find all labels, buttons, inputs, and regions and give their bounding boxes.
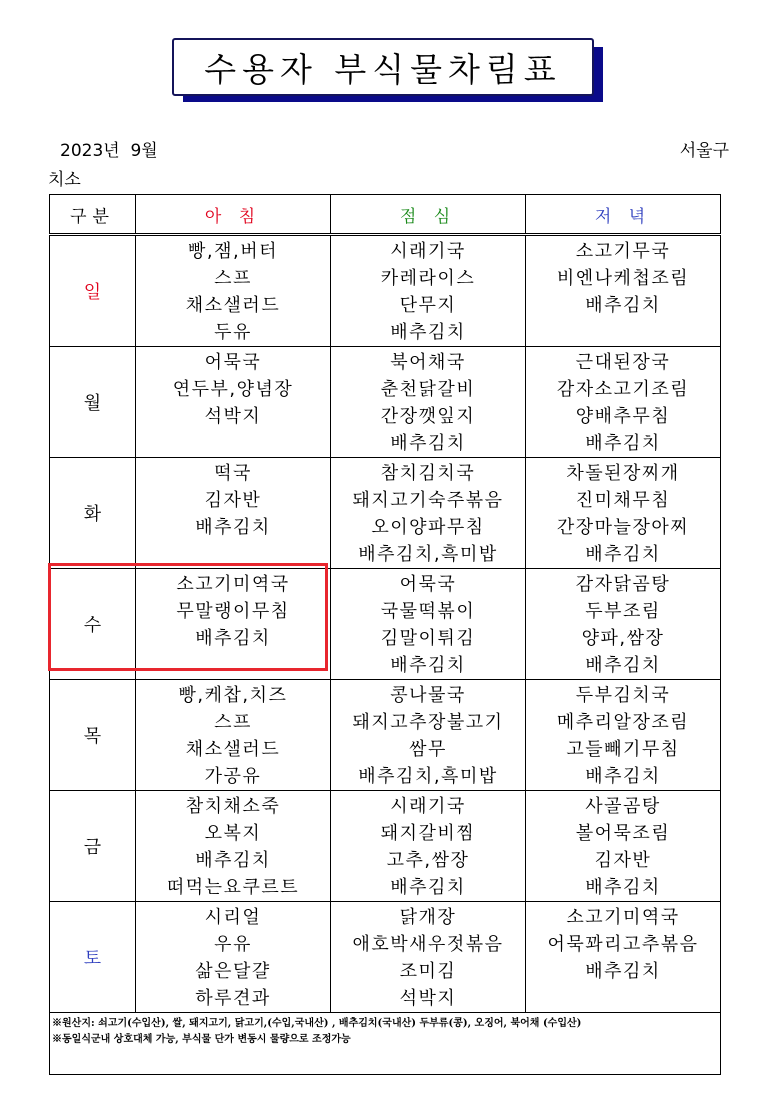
menu-item: 배추김치 xyxy=(195,628,271,649)
menu-item: 카레라이스 xyxy=(380,268,476,289)
menu-item: 차돌된장찌개 xyxy=(566,463,680,484)
notes-row xyxy=(50,1013,721,1075)
menu-item: 석박지 xyxy=(204,406,262,427)
menu-item: 스프 xyxy=(214,712,252,733)
menu-item: 연두부,양념장 xyxy=(172,379,294,400)
menu-item: 참치김치국 xyxy=(380,463,476,484)
menu-item: 배추김치 xyxy=(585,877,661,898)
menu-item: 볼어묵조림 xyxy=(575,823,671,844)
table-row xyxy=(50,680,721,791)
menu-item: 북어채국 xyxy=(390,352,466,373)
menu-item: 쌈무 xyxy=(409,739,447,760)
menu-item: 비엔나케첩조림 xyxy=(556,268,690,289)
menu-item: 닭개장 xyxy=(399,907,457,928)
menu-item: 고추,쌈장 xyxy=(386,850,470,871)
menu-item: 어묵꽈리고추볶음 xyxy=(547,934,699,955)
menu-item: 배추김치 xyxy=(585,766,661,787)
breakfast-cell xyxy=(136,680,331,791)
region-label: 서울구 xyxy=(679,141,729,161)
menu-item: 배추김치 xyxy=(390,433,466,454)
lunch-cell xyxy=(331,902,526,1013)
table-row xyxy=(50,791,721,902)
menu-item: 배추김치 xyxy=(585,961,661,982)
menu-item: 배추김치 xyxy=(390,655,466,676)
menu-item: 진미채무침 xyxy=(575,490,671,511)
menu-item: 두부조림 xyxy=(585,601,661,622)
menu-item: 양파,쌈장 xyxy=(581,628,665,649)
menu-item: 채소샐러드 xyxy=(185,739,281,760)
menu-item: 애호박새우젓볶음 xyxy=(352,934,504,955)
lunch-cell xyxy=(331,347,526,458)
lunch-cell xyxy=(331,458,526,569)
origin-note: ※원산지: 쇠고기(수입산), 쌀, 돼지고기, 닭고기,(수입,국내산) , 배추김치(국내산) 두부류(콩), 오징어, 북어채 (수입산) xyxy=(52,1018,582,1029)
menu-item: 돼지고기숙주볶음 xyxy=(352,490,504,511)
table-header-row xyxy=(50,195,721,235)
menu-item: 석박지 xyxy=(399,988,457,1009)
menu-item: 빵,잼,버터 xyxy=(188,241,278,262)
table-row xyxy=(50,458,721,569)
menu-item: 떡국 xyxy=(214,463,252,484)
menu-item: 오복지 xyxy=(204,823,262,844)
dinner-cell xyxy=(526,680,721,791)
menu-item: 돼지고추장불고기 xyxy=(352,712,504,733)
menu-item: 감자소고기조림 xyxy=(556,379,690,400)
menu-item: 춘천닭갈비 xyxy=(380,379,476,400)
header-lunch: 점 심 xyxy=(331,195,526,235)
menu-item: 채소샐러드 xyxy=(185,295,281,316)
menu-item: 떠먹는요쿠르트 xyxy=(166,877,300,898)
dinner-cell xyxy=(526,347,721,458)
menu-item: 시리얼 xyxy=(204,907,262,928)
lunch-cell xyxy=(331,680,526,791)
breakfast-cell xyxy=(136,458,331,569)
header-breakfast: 아 침 xyxy=(136,195,331,235)
notes-cell xyxy=(50,1013,721,1075)
dinner-cell xyxy=(526,902,721,1013)
menu-item: 배추김치 xyxy=(585,295,661,316)
menu-item: 우유 xyxy=(214,934,252,955)
dinner-cell xyxy=(526,235,721,347)
dinner-cell xyxy=(526,569,721,680)
menu-item: 김자반 xyxy=(204,490,262,511)
page-title: 수용자 부식물차림표 xyxy=(172,38,594,96)
wednesday-breakfast-highlight xyxy=(48,563,328,671)
day-label: 금 xyxy=(50,791,136,902)
menu-item: 소고기무국 xyxy=(575,241,671,262)
menu-item: 근대된장국 xyxy=(575,352,671,373)
day-label: 일 xyxy=(50,235,136,347)
menu-item: 참치채소죽 xyxy=(185,796,281,817)
menu-item: 무말랭이무침 xyxy=(176,601,290,622)
menu-item: 배추김치 xyxy=(390,322,466,343)
dinner-cell xyxy=(526,791,721,902)
lunch-cell xyxy=(331,569,526,680)
menu-item: 배추김치 xyxy=(195,517,271,538)
menu-item: 가공유 xyxy=(204,766,262,787)
facility-label: 치소 xyxy=(48,170,81,190)
table-row xyxy=(50,347,721,458)
menu-item: 배추김치 xyxy=(195,850,271,871)
menu-item: 국물떡볶이 xyxy=(380,601,476,622)
dinner-cell xyxy=(526,458,721,569)
breakfast-cell xyxy=(136,902,331,1013)
menu-item: 돼지갈비찜 xyxy=(380,823,476,844)
menu-item: 배추김치,흑미밥 xyxy=(358,544,498,565)
lunch-cell xyxy=(331,235,526,347)
menu-item: 간장마늘장아찌 xyxy=(556,517,690,538)
menu-item: 스프 xyxy=(214,268,252,289)
menu-item: 배추김치,흑미밥 xyxy=(358,766,498,787)
lunch-cell xyxy=(331,791,526,902)
menu-item: 하루견과 xyxy=(195,988,271,1009)
menu-date: 2023년 9월 xyxy=(60,141,158,161)
menu-item: 조미김 xyxy=(399,961,457,982)
menu-item: 두부김치국 xyxy=(575,685,671,706)
menu-item: 감자닭곰탕 xyxy=(575,574,671,595)
table-row xyxy=(50,235,721,347)
menu-item: 두유 xyxy=(214,322,252,343)
menu-item: 단무지 xyxy=(399,295,457,316)
menu-item: 시래기국 xyxy=(390,241,466,262)
day-label: 목 xyxy=(50,680,136,791)
day-label: 토 xyxy=(50,902,136,1013)
menu-item: 삶은달걀 xyxy=(195,961,271,982)
menu-item: 시래기국 xyxy=(390,796,466,817)
menu-item: 고들빼기무침 xyxy=(566,739,680,760)
breakfast-cell xyxy=(136,235,331,347)
menu-item: 김말이튀김 xyxy=(380,628,476,649)
menu-item: 빵,케찹,치즈 xyxy=(178,685,288,706)
menu-item: 김자반 xyxy=(594,850,652,871)
menu-item: 오이양파무침 xyxy=(371,517,485,538)
substitution-note: ※동일식군내 상호대체 가능, 부식물 단가 변동시 물량으로 조정가능 xyxy=(52,1034,351,1045)
menu-item: 사골곰탕 xyxy=(585,796,661,817)
menu-item: 메추리알장조림 xyxy=(556,712,690,733)
menu-item: 배추김치 xyxy=(585,544,661,565)
menu-item: 어묵국 xyxy=(399,574,457,595)
menu-item: 간장깻잎지 xyxy=(380,406,476,427)
day-label: 월 xyxy=(50,347,136,458)
breakfast-cell xyxy=(136,791,331,902)
day-label: 화 xyxy=(50,458,136,569)
menu-item: 배추김치 xyxy=(585,655,661,676)
menu-item: 배추김치 xyxy=(585,433,661,454)
day-label: 수 xyxy=(50,569,136,680)
menu-item: 양배추무침 xyxy=(575,406,671,427)
header-dinner: 저 녁 xyxy=(526,195,721,235)
table-row xyxy=(50,902,721,1013)
menu-item: 소고기미역국 xyxy=(566,907,680,928)
menu-item: 콩나물국 xyxy=(390,685,466,706)
menu-item: 어묵국 xyxy=(204,352,262,373)
breakfast-cell xyxy=(136,347,331,458)
menu-item: 소고기미역국 xyxy=(176,574,290,595)
header-day: 구분 xyxy=(50,195,136,235)
menu-item: 배추김치 xyxy=(390,877,466,898)
